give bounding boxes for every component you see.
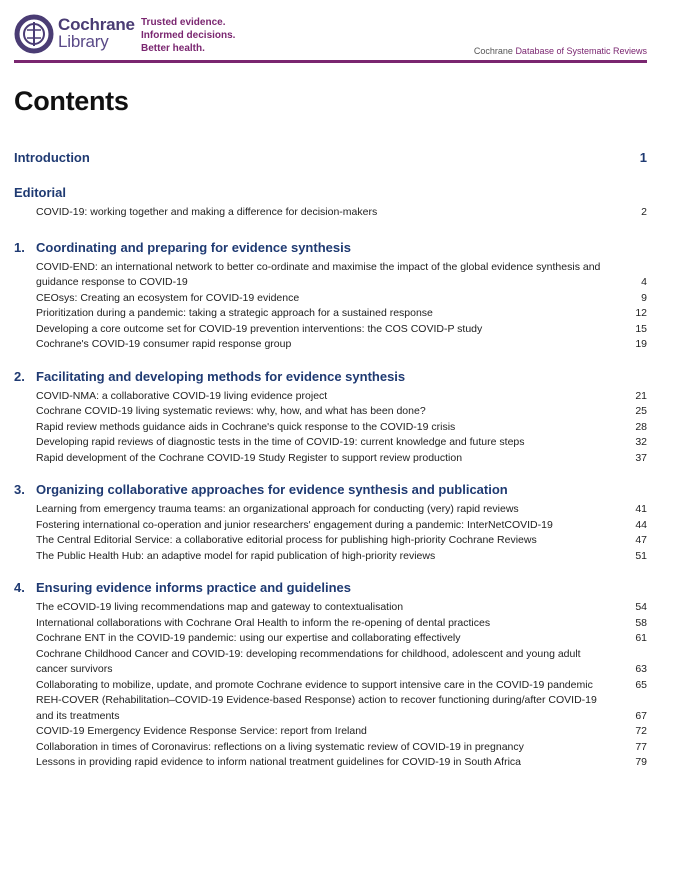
section-heading[interactable]: [14, 240, 647, 255]
journal-suffix: Database of Systematic Reviews: [515, 46, 647, 56]
entry-page: 44: [635, 518, 647, 531]
page-header: [14, 10, 647, 66]
toc-section: [14, 240, 647, 353]
tagline-line: Trusted evidence.: [141, 17, 226, 28]
toc-entry[interactable]: [14, 600, 647, 616]
entry-page: 79: [635, 756, 647, 768]
entry-page: 51: [635, 549, 647, 562]
entry-page: 41: [635, 503, 647, 515]
entry-title: Developing rapid reviews of diagnostic tests in the time of COVID-19: current knowledge and future steps: [36, 436, 525, 448]
entry-page: 12: [635, 307, 647, 319]
toc-entry[interactable]: [14, 337, 647, 353]
entry-title: Cochrane ENT in the COVID-19 pandemic: using our expertise and collaborating effectively: [36, 632, 461, 644]
journal-prefix: Cochrane: [473, 46, 513, 56]
toc-entry[interactable]: [14, 306, 647, 322]
entry-page: 54: [635, 601, 647, 613]
entry-title: COVID-19 Emergency Evidence Response Service: report from Ireland: [36, 725, 367, 737]
section-number: 4.: [14, 580, 25, 595]
entry-page: 65: [635, 678, 647, 691]
toc-entry[interactable]: [14, 291, 647, 307]
toc-entry[interactable]: [14, 678, 647, 694]
header-divider: [14, 60, 647, 63]
entry-title: The Public Health Hub: an adaptive model for rapid publication of high-priority reviews: [36, 549, 436, 562]
toc-entry[interactable]: [14, 724, 647, 740]
entry-page: 15: [635, 322, 647, 335]
toc-section: [14, 482, 647, 564]
brand-wordmark: [58, 16, 135, 50]
entry-page: 32: [635, 436, 647, 448]
section-number: 1.: [14, 239, 25, 255]
entry-title: Rapid development of the Cochrane COVID-19 Study Register to support review production: [36, 451, 463, 464]
tagline-line: Informed decisions.: [141, 30, 236, 41]
entry-page: 58: [635, 616, 647, 629]
toc-entry[interactable]: [14, 740, 647, 756]
toc-entry[interactable]: [14, 502, 647, 518]
toc-entry[interactable]: [14, 389, 647, 405]
editorial-label: Editorial: [14, 185, 67, 200]
toc-section: [14, 369, 647, 467]
toc-entry[interactable]: [14, 322, 647, 338]
section-number: 3.: [14, 482, 25, 497]
entry-title: The eCOVID-19 living recommendations map and gateway to contextualisation: [36, 601, 404, 613]
toc-entry[interactable]: [14, 518, 647, 534]
brand-name: Cochrane: [58, 15, 135, 34]
entry-page: 77: [635, 740, 647, 753]
section-heading[interactable]: [14, 482, 647, 497]
toc-sections: [14, 240, 647, 771]
intro-label: Introduction: [14, 150, 90, 165]
entry-page: 4: [641, 276, 647, 288]
entry-title: COVID-NMA: a collaborative COVID-19 living evidence project: [36, 389, 328, 402]
brand-library: Library: [58, 32, 109, 51]
entry-title: CEOsys: Creating an ecosystem for COVID-19 evidence: [36, 291, 300, 304]
toc-entry[interactable]: [14, 755, 647, 771]
entry-title: COVID-19: working together and making a difference for decision-makers: [36, 206, 378, 218]
entry-title: COVID-END: an international network to better co-ordinate and maximise the impact of the global evidence synthesis and guidance response to COVID-19: [36, 260, 601, 288]
entry-page: 63: [635, 663, 647, 675]
entry-page: 25: [635, 405, 647, 417]
section-heading[interactable]: [14, 580, 647, 595]
page-title: Contents: [14, 86, 129, 116]
toc-entry[interactable]: [14, 533, 647, 549]
toc-entry[interactable]: [14, 549, 647, 565]
toc-entry[interactable]: [14, 647, 647, 678]
toc-intro[interactable]: [14, 150, 647, 165]
section-number: 2.: [14, 368, 25, 384]
toc-section: [14, 580, 647, 771]
entry-page: 9: [641, 291, 647, 304]
table-of-contents: [14, 150, 647, 787]
section-heading[interactable]: [14, 369, 647, 384]
toc-entry[interactable]: [14, 631, 647, 647]
entry-title: Cochrane COVID-19 living systematic reviews: why, how, and what has been done?: [36, 405, 426, 417]
entry-title: Cochrane Childhood Cancer and COVID-19: developing recommendations for childhood, adolescent and young adult cancer survivors: [36, 647, 581, 675]
intro-page: 1: [639, 150, 647, 165]
toc-entry[interactable]: [14, 404, 647, 420]
entry-page: 47: [635, 534, 647, 546]
toc-entry[interactable]: [14, 420, 647, 436]
entry-title: Lessons in providing rapid evidence to inform national treatment guidelines for COVID-19 in South Africa: [36, 756, 522, 768]
toc-editorial-heading: [14, 185, 647, 200]
entry-page: 61: [635, 632, 647, 644]
entry-title: Prioritization during a pandemic: taking a strategic approach for a sustained response: [36, 307, 433, 319]
toc-entry[interactable]: [14, 451, 647, 467]
entry-title: REH-COVER (Rehabilitation–COVID-19 Evidence-based Response) action to recover functioning during/after COVID-19 and its treatments: [36, 694, 597, 722]
toc-entry[interactable]: [14, 205, 647, 221]
entry-title: Collaboration in times of Coronavirus: reflections on a living systematic review of COVID-19 in pregnancy: [36, 740, 524, 753]
entry-page: 2: [641, 206, 647, 218]
tagline: [141, 16, 235, 55]
section-title: Coordinating and preparing for evidence synthesis: [36, 239, 351, 255]
entry-page: 37: [635, 451, 647, 464]
entry-page: 28: [635, 420, 647, 433]
entry-title: Learning from emergency trauma teams: an organizational approach for conducting (very) rapid reviews: [36, 503, 519, 515]
entry-title: The Central Editorial Service: a collaborative editorial process for publishing high-priority Cochrane Reviews: [36, 534, 537, 546]
entry-title: Rapid review methods guidance aids in Cochrane's quick response to the COVID-19 crisis: [36, 420, 456, 433]
entry-title: Cochrane's COVID-19 consumer rapid response group: [36, 338, 292, 350]
entry-page: 21: [635, 389, 647, 402]
section-title: Facilitating and developing methods for evidence synthesis: [36, 368, 406, 384]
entry-title: Developing a core outcome set for COVID-19 prevention interventions: the COS COVID-P study: [36, 322, 483, 335]
entry-title: International collaborations with Cochrane Oral Health to inform the re-opening of dental practices: [36, 616, 491, 629]
toc-entry[interactable]: [14, 435, 647, 451]
journal-name: [474, 46, 647, 56]
cochrane-logo-icon: [14, 14, 54, 54]
entry-page: 19: [635, 338, 647, 350]
entry-page: 72: [635, 725, 647, 737]
section-title: Organizing collaborative approaches for evidence synthesis and publication: [36, 482, 508, 497]
entry-page: 67: [635, 709, 647, 722]
tagline-line: Better health.: [141, 43, 205, 54]
toc-entry[interactable]: [14, 616, 647, 632]
section-title: Ensuring evidence informs practice and guidelines: [36, 580, 351, 595]
toc-entry[interactable]: [14, 260, 647, 291]
toc-entry[interactable]: [14, 693, 647, 724]
entry-title: Fostering international co-operation and junior researchers' engagement during a pandemic: InterNetCOVID-19: [36, 518, 553, 531]
entry-title: Collaborating to mobilize, update, and promote Cochrane evidence to support intensive care in the COVID-19 pandemic: [36, 678, 593, 691]
